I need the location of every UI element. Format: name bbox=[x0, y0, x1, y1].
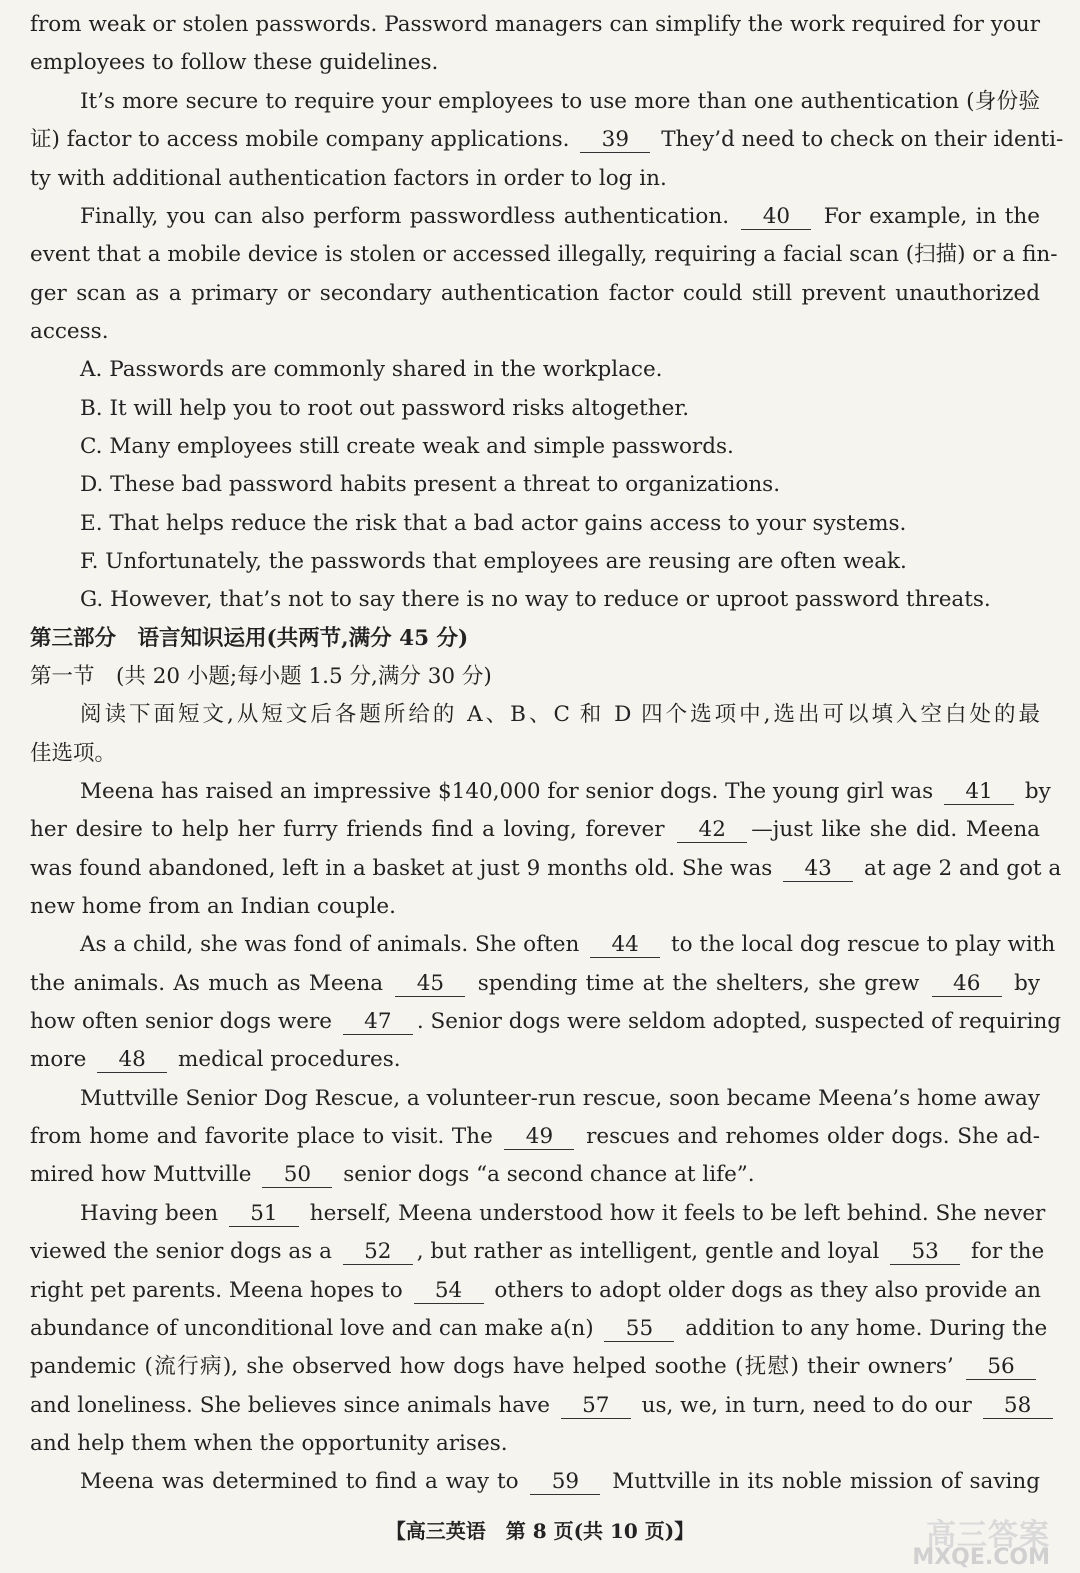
text-line: from home and favorite place to visit. The 49 rescues and rehomes older dogs. She ad- bbox=[30, 1124, 1041, 1149]
option-b: B. It will help you to root out password risks altogether. bbox=[80, 396, 690, 421]
blank-47: 47 bbox=[343, 1010, 413, 1035]
text-line: Finally, you can also perform passwordless authentication. 40 For example, in the bbox=[80, 204, 1040, 229]
blank-54: 54 bbox=[414, 1279, 484, 1304]
section-subtitle: 第一节 (共 20 小题;每小题 1.5 分,满分 30 分) bbox=[30, 664, 492, 689]
text-line: more 48 medical procedures. bbox=[30, 1047, 401, 1072]
text-line: the animals. As much as Meena 45 spending time at the shelters, she grew 46 by bbox=[30, 971, 1040, 996]
text-line: and loneliness. She believes since animals have 57 us, we, in turn, need to do our 58 bbox=[30, 1391, 1040, 1421]
text-line: access. bbox=[30, 319, 109, 344]
blank-41: 41 bbox=[944, 780, 1014, 805]
blank-45: 45 bbox=[395, 972, 465, 997]
blank-52: 52 bbox=[343, 1240, 413, 1265]
blank-39: 39 bbox=[580, 128, 650, 153]
blank-57: 57 bbox=[561, 1394, 631, 1419]
text-line: 证) factor to access mobile company applications. 39 They’d need to check on their identi- bbox=[30, 127, 1064, 152]
blank-59: 59 bbox=[530, 1470, 600, 1495]
option-e: E. That helps reduce the risk that a bad actor gains access to your systems. bbox=[80, 511, 907, 536]
blank-44: 44 bbox=[590, 933, 660, 958]
blank-42: 42 bbox=[677, 818, 747, 843]
option-f: F. Unfortunately, the passwords that employees are reusing are often weak. bbox=[80, 549, 907, 574]
blank-58: 58 bbox=[983, 1394, 1053, 1419]
section-title: 第三部分 语言知识运用(共两节,满分 45 分) bbox=[30, 626, 469, 651]
text-line: Muttville Senior Dog Rescue, a volunteer-run rescue, soon became Meena’s home away bbox=[80, 1086, 1040, 1111]
option-g: G. However, that’s not to say there is no way to reduce or uproot password threats. bbox=[80, 587, 991, 612]
instruction-line: 佳选项。 bbox=[30, 741, 117, 766]
text-line: Having been 51 herself, Meena understood how it feels to be left behind. She never bbox=[80, 1201, 1046, 1226]
text-line: employees to follow these guidelines. bbox=[30, 50, 439, 75]
blank-49: 49 bbox=[504, 1125, 574, 1150]
blank-50: 50 bbox=[262, 1163, 332, 1188]
text-line: mired how Muttville 50 senior dogs “a second chance at life”. bbox=[30, 1162, 755, 1187]
text-line: As a child, she was fond of animals. She often 44 to the local dog rescue to play with bbox=[80, 932, 1056, 957]
blank-48: 48 bbox=[97, 1048, 167, 1073]
text-line: ty with additional authentication factors in order to log in. bbox=[30, 166, 667, 191]
text-line: and help them when the opportunity arises. bbox=[30, 1431, 508, 1456]
option-a: A. Passwords are commonly shared in the workplace. bbox=[80, 357, 663, 382]
blank-40: 40 bbox=[741, 205, 811, 230]
text-line: from weak or stolen passwords. Password managers can simplify the work required for your bbox=[30, 12, 1040, 37]
blank-53: 53 bbox=[890, 1240, 960, 1265]
text-line: how often senior dogs were 47 . Senior dogs were seldom adopted, suspected of requiring bbox=[30, 1009, 1062, 1034]
text-line: It’s more secure to require your employees to use more than one authentication (身份验 bbox=[80, 89, 1040, 114]
text-line: viewed the senior dogs as a 52 , but rather as intelligent, gentle and loyal 53 for the bbox=[30, 1239, 1045, 1264]
blank-51: 51 bbox=[229, 1202, 299, 1227]
text-line: new home from an Indian couple. bbox=[30, 894, 396, 919]
watermark-url: MXQE.COM bbox=[912, 1545, 1050, 1570]
blank-46: 46 bbox=[932, 972, 1002, 997]
text-line: pandemic (流行病), she observed how dogs have helped soothe (抚慰) their owners’ 56 bbox=[30, 1352, 1040, 1382]
blank-43: 43 bbox=[783, 857, 853, 882]
blank-56: 56 bbox=[966, 1355, 1036, 1380]
text-line: Meena has raised an impressive $140,000 for senior dogs. The young girl was 41 by bbox=[80, 779, 1051, 804]
text-line: abundance of unconditional love and can make a(n) 55 addition to any home. During the bbox=[30, 1316, 1048, 1341]
page-footer: 【高三英语 第 8 页(共 10 页)】 bbox=[385, 1519, 695, 1543]
option-d: D. These bad password habits present a threat to organizations. bbox=[80, 472, 781, 497]
watermark-logo: 高三答案 bbox=[926, 1518, 1050, 1553]
text-line: right pet parents. Meena hopes to 54 others to adopt older dogs as they also provide an bbox=[30, 1278, 1041, 1303]
text-line: ger scan as a primary or secondary authentication factor could still prevent unauthorized bbox=[30, 281, 1040, 306]
blank-55: 55 bbox=[604, 1317, 674, 1342]
option-c: C. Many employees still create weak and simple passwords. bbox=[80, 434, 734, 459]
text-line: Meena was determined to find a way to 59 Muttville in its noble mission of saving bbox=[80, 1469, 1040, 1494]
text-line: event that a mobile device is stolen or accessed illegally, requiring a facial scan (扫描) or a fin- bbox=[30, 242, 1058, 267]
text-line: her desire to help her furry friends find a loving, forever 42 —just like she did. Meena bbox=[30, 817, 1040, 842]
text-line: was found abandoned, left in a basket at just 9 months old. She was 43 at age 2 and got a bbox=[30, 856, 1062, 881]
instruction-line: 阅读下面短文,从短文后各题所给的 A、B、C 和 D 四个选项中,选出可以填入空白处的最 bbox=[80, 702, 1040, 727]
